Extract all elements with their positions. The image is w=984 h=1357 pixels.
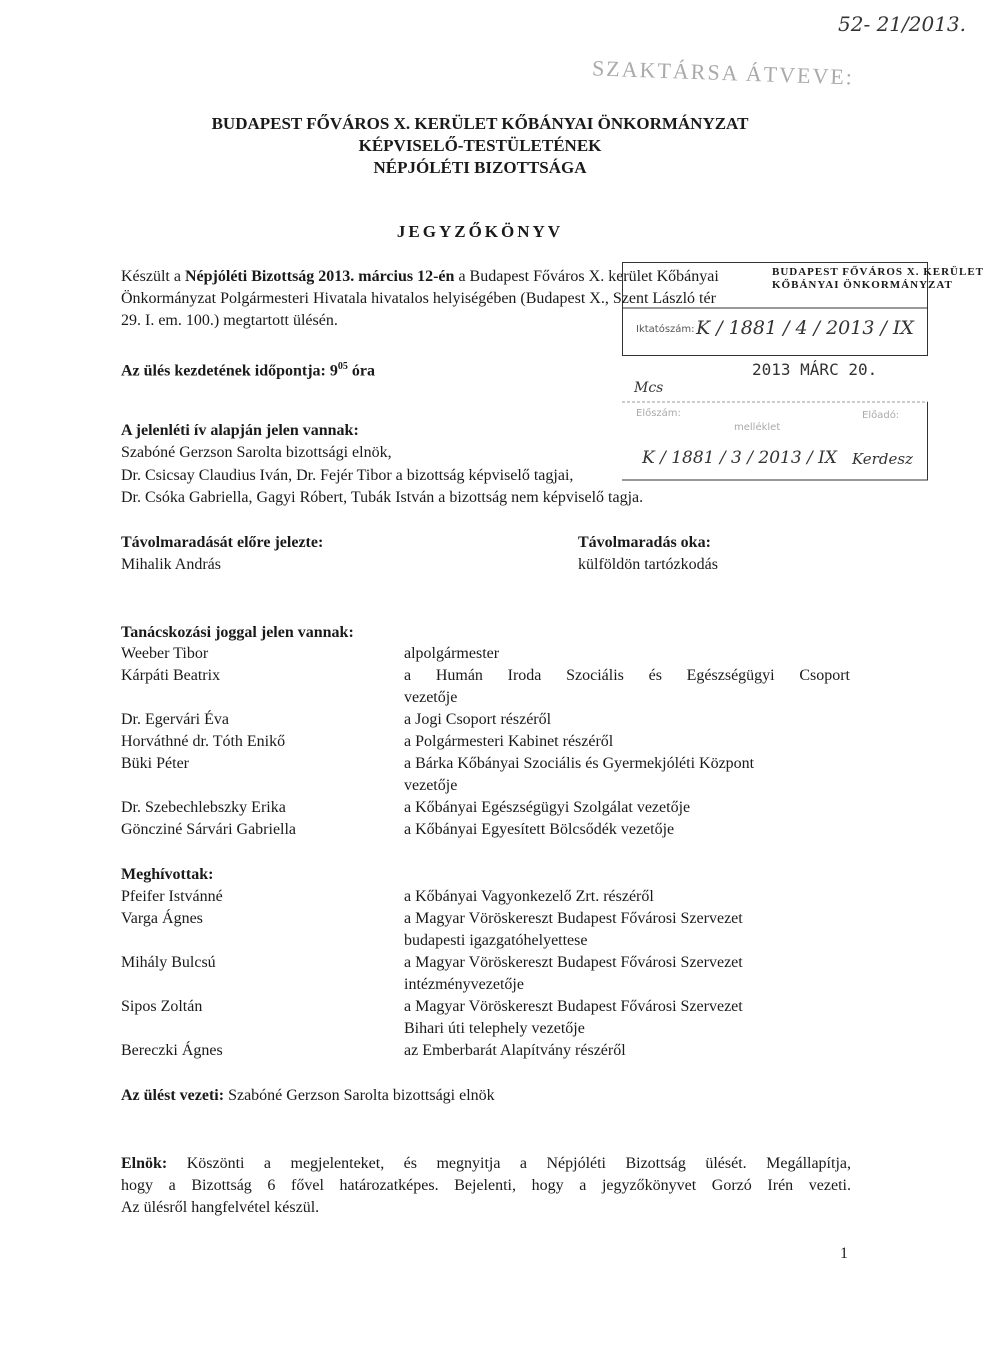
advisory-name: Dr. Egervári Éva	[121, 711, 229, 728]
stamp-date: 2013 MÁRC 20.	[752, 360, 878, 379]
header-line-2: KÉPVISELŐ-TESTÜLETÉNEK	[358, 136, 602, 155]
advisory-role: a Humán Iroda Szociális és Egészségügyi Csoport	[404, 667, 850, 684]
invited-role: a Magyar Vöröskereszt Budapest Fővárosi Szervezet	[404, 910, 743, 927]
stamp-eloado-label: Előadó:	[862, 410, 900, 421]
speech-line-3: Az ülésről hangfelvétel készül.	[121, 1199, 320, 1216]
invited-heading: Meghívottak:	[121, 866, 214, 883]
document-title: JEGYZŐKÖNYV	[396, 222, 564, 241]
stamp-registry-code: K / 1881 / 4 / 2013 / IX	[696, 317, 914, 339]
advisory-role: a Bárka Kőbányai Szociális és Gyermekjóléti Központ	[404, 755, 755, 772]
invited-role-cont: intézményvezetője	[404, 976, 524, 993]
advisory-name: Weeber Tibor	[121, 645, 209, 662]
stamp-registry-code-2: K / 1881 / 3 / 2013 / IX	[642, 448, 838, 468]
advisory-role: a Polgármesteri Kabinet részéről	[404, 733, 614, 750]
start-time: Az ülés kezdetének időpontja: $9^{05}$ óra	[121, 361, 375, 380]
invited-name: Varga Ágnes	[121, 910, 203, 927]
advisory-name: Horváthné dr. Tóth Enikő	[121, 733, 286, 750]
advisory-name: Göncziné Sárvári Gabriella	[121, 821, 297, 838]
advisory-role: a Jogi Csoport részéről	[404, 711, 552, 728]
invited-role: a Magyar Vöröskereszt Budapest Fővárosi Szervezet	[404, 954, 743, 971]
intro-line-2: Önkormányzat Polgármesteri Hivatala hivatalos helyiségében (Budapest X., Szent László tér	[121, 290, 716, 307]
speech-line-2: hogy a Bizottság 6 fővel határozatképes. Bejelenti, hogy a jegyzőkönyvet Gorzó Irén vezeti.	[121, 1177, 851, 1194]
handwritten-reference-number: 52- 21/2013.	[838, 12, 967, 36]
intro-line-3: 29. I. em. 100.) megtartott ülésén.	[121, 312, 338, 329]
received-stamp-faint: SZAKTÁRSA ÁTVEVE:	[591, 55, 855, 90]
stamp-office-label: Iktatószám:	[636, 324, 695, 335]
chair-line: Az ülést vezeti: Szabóné Gerzson Sarolta bizottsági elnök	[121, 1087, 495, 1104]
header-line-3: NÉPJÓLÉTI BIZOTTSÁGA	[373, 158, 587, 177]
registry-stamp	[622, 262, 984, 482]
stamp-header-2: KŐBÁNYAI ÖNKORMÁNYZAT	[772, 279, 953, 291]
absence-name: Mihalik András	[121, 556, 221, 573]
invited-role-cont: budapesti igazgatóhelyettese	[404, 932, 588, 949]
invited-name: Pfeifer Istvánné	[121, 888, 223, 905]
invited-name: Bereczki Ágnes	[121, 1042, 223, 1059]
stamp-elosz-label: Előszám:	[636, 408, 681, 419]
advisory-name: Büki Péter	[121, 755, 189, 772]
stamp-initials: Mcs	[634, 380, 664, 396]
advisory-name: Kárpáti Beatrix	[121, 667, 221, 684]
advisory-heading: Tanácskozási joggal jelen vannak:	[121, 624, 354, 641]
invited-role: a Magyar Vöröskereszt Budapest Fővárosi Szervezet	[404, 998, 743, 1015]
speech-line-1: Elnök: Köszönti a megjelenteket, és megnyitja a Népjóléti Bizottság ülését. Megállapítja,	[121, 1155, 851, 1172]
invited-role-cont: Bihari úti telephely vezetője	[404, 1020, 585, 1037]
stamp-melleklet-label: melléklet	[734, 422, 781, 433]
absence-reason-heading: Távolmaradás oka:	[578, 534, 711, 551]
advisory-role-cont: vezetője	[404, 689, 458, 706]
invited-role: az Emberbarát Alapítvány részéről	[404, 1042, 626, 1059]
advisory-role-cont: vezetője	[404, 777, 458, 794]
invited-name: Mihály Bulcsú	[121, 954, 216, 971]
advisory-role: a Kőbányai Egészségügyi Szolgálat vezetője	[404, 799, 691, 816]
invited-role: a Kőbányai Vagyonkezelő Zrt. részéről	[404, 888, 654, 905]
stamp-header-1: BUDAPEST FŐVÁROS X. KERÜLET	[772, 266, 984, 278]
page-number: 1	[840, 1245, 848, 1262]
stamp-eloado-signature: Kerdesz	[852, 450, 913, 468]
attendance-heading: A jelenléti ív alapján jelen vannak:	[121, 422, 359, 439]
advisory-role: alpolgármester	[404, 645, 500, 662]
header-line-1: BUDAPEST FŐVÁROS X. KERÜLET KŐBÁNYAI ÖNKORMÁNYZAT	[211, 114, 749, 133]
attendance-line-1: Szabóné Gerzson Sarolta bizottsági elnök,	[121, 444, 392, 461]
invited-name: Sipos Zoltán	[121, 998, 203, 1015]
intro-line-1: Készült a Népjóléti Bizottság 2013. március 12-én a Budapest Főváros X. kerület Kőbányai	[121, 268, 719, 285]
advisory-name: Dr. Szebechlebszky Erika	[121, 799, 286, 816]
absence-heading: Távolmaradását előre jelezte:	[121, 534, 324, 551]
attendance-line-2: Dr. Csicsay Claudius Iván, Dr. Fejér Tibor a bizottság képviselő tagjai,	[121, 467, 574, 484]
absence-reason: külföldön tartózkodás	[578, 556, 718, 573]
advisory-role: a Kőbányai Egyesített Bölcsődék vezetője	[404, 821, 675, 838]
attendance-line-3: Dr. Csóka Gabriella, Gagyi Róbert, Tubák István a bizottság nem képviselő tagja.	[121, 489, 644, 506]
